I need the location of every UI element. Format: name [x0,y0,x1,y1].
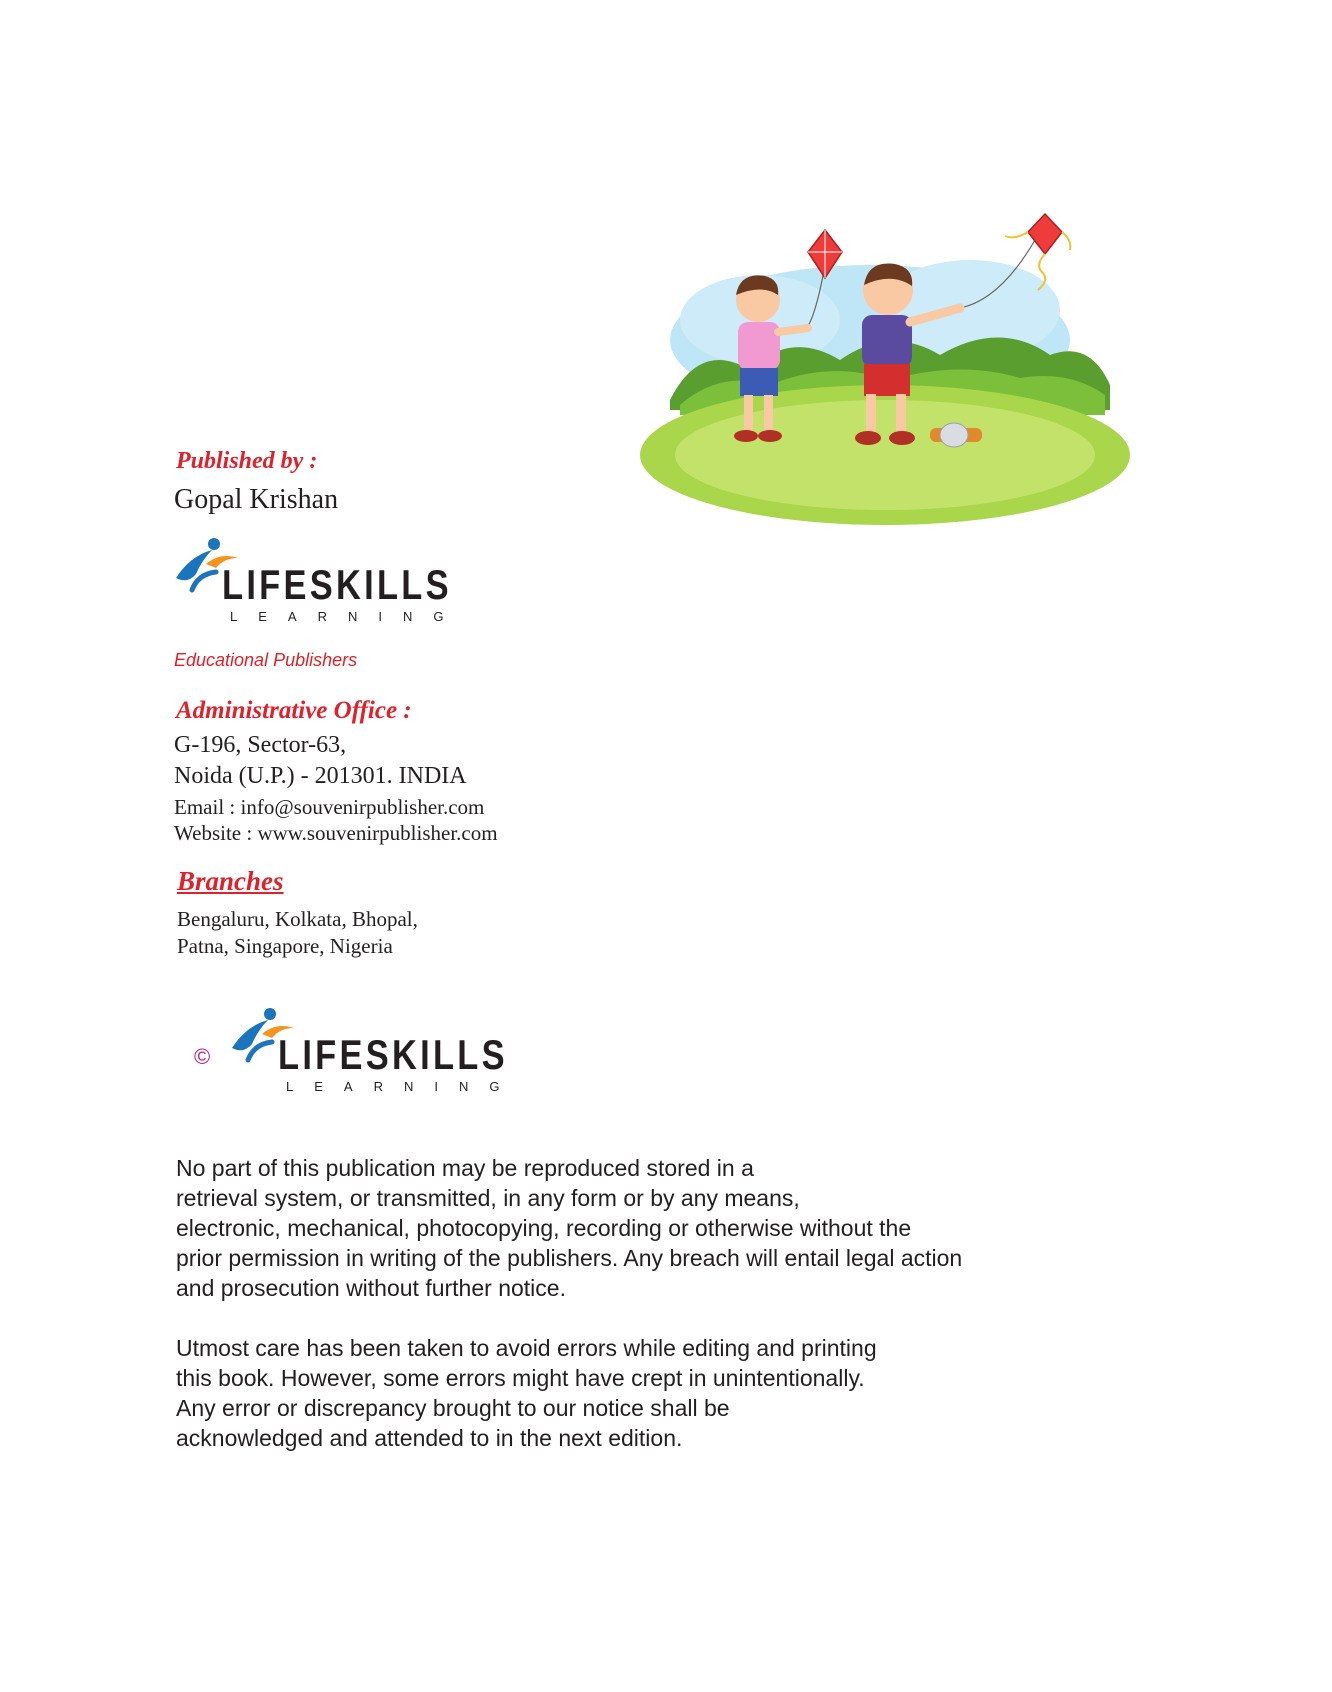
website-line: Website : www.souvenirpublisher.com [174,821,498,845]
published-by-label: Published by : [176,448,318,474]
copyright-notice [176,1153,962,1303]
disclaimer-line: Utmost care has been taken to avoid errors while editing and printing [176,1335,877,1361]
errors-disclaimer [176,1333,877,1453]
disclaimer-line: acknowledged and attended to in the next edition. [176,1425,683,1451]
logo-wordmark: LIFESKILLS [278,1031,508,1078]
address-line-1: G-196, Sector-63, [174,732,347,758]
notice-line: prior permission in writing of the publishers. Any breach will entail legal action [176,1245,963,1271]
disclaimer-line: Any error or discrepancy brought to our notice shall be [176,1395,730,1421]
notice-line: No part of this publication may be reproduced stored in a [176,1155,754,1181]
logo-subtitle: LEARNING [286,1079,521,1094]
notice-line: electronic, mechanical, photocopying, recording or otherwise without the [176,1215,912,1241]
lifeskills-copyright-logo [228,1004,521,1094]
logo-wordmark: LIFESKILLS [222,561,452,608]
branches-line-2: Patna, Singapore, Nigeria [177,934,393,958]
branches-line-1: Bengaluru, Kolkata, Bhopal, [177,907,418,931]
notice-line: retrieval system, or transmitted, in any form or by any means, [176,1185,800,1211]
disclaimer-line: this book. However, some errors might have crept in unintentionally. [176,1365,865,1391]
logo-subtitle: LEARNING [230,609,465,624]
administrative-office-label: Administrative Office : [176,697,412,724]
kite-flying-illustration [640,210,1140,535]
publisher-name: Gopal Krishan [174,484,339,515]
branches-label: Branches [177,866,284,896]
educational-publishers-tagline: Educational Publishers [174,650,358,670]
email-line: Email : info@souvenirpublisher.com [174,795,485,819]
copyright-icon: © [194,1044,211,1069]
address-line-2: Noida (U.P.) - 201301. INDIA [174,763,467,789]
lifeskills-logo [172,534,465,624]
notice-line: and prosecution without further notice. [176,1275,566,1301]
